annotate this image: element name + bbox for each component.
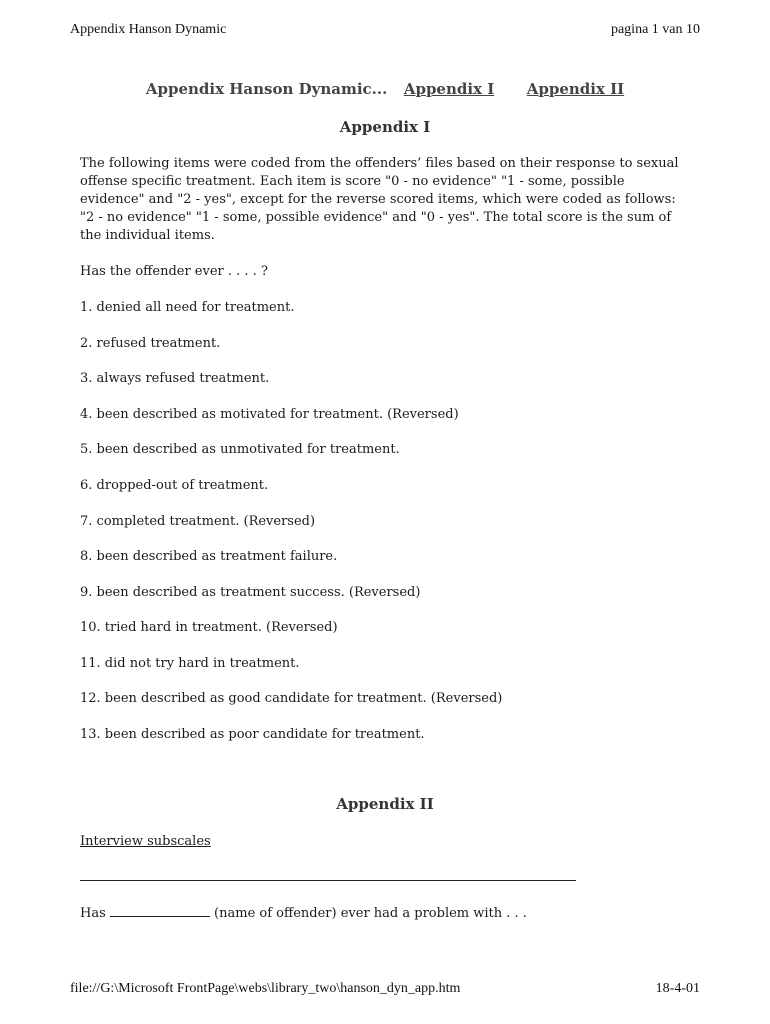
question-suffix: (name of offender) ever had a problem with . . . [214,906,527,921]
page-header-title: Appendix Hanson Dynamic [70,22,227,37]
top-navigation [0,80,770,98]
list-item: 12. been described as good candidate for treatment. (Reversed) [80,691,503,706]
name-blank-line [110,904,210,917]
page-number: pagina 1 van 10 [610,22,700,37]
file-path: file://G:\Microsoft FrontPage\webs\library_two\hanson_dyn_app.htm [70,981,461,996]
appendix-2-question [80,904,527,923]
list-item: 7. completed treatment. (Reversed) [80,514,316,529]
list-item: 6. dropped-out of treatment. [80,478,269,493]
nav-title: Appendix Hanson Dynamic... [145,80,388,98]
list-item: 1. denied all need for treatment. [80,300,295,315]
list-item: 2. refused treatment. [80,336,221,351]
list-item: 9. been described as treatment success. (Reversed) [80,585,421,600]
list-item: 10. tried hard in treatment. (Reversed) [80,620,338,635]
appendix-1-heading: Appendix I [339,118,431,136]
divider [80,880,576,881]
list-item: 11. did not try hard in treatment. [80,656,300,671]
list-item: 4. been described as motivated for treatment. (Reversed) [80,407,459,422]
list-item: 5. been described as unmotivated for treatment. [80,442,400,457]
interview-subscales-heading: Interview subscales [80,834,211,849]
appendix-1-intro: The following items were coded from the offenders’ files based on their response to sexual offense specific treatment. Each item is score "0 - no evidence" "1 - some, possible evidence" and "2 - yes", except for the reverse scored items, which were coded as follows: "2 - no evidence" "1 - some, possible evidence" and "0 - yes". The total score is the sum of the individual items. [80,156,679,243]
question-prefix: Has [80,906,106,921]
list-item: 13. been described as poor candidate for treatment. [80,727,425,742]
nav-link-appendix-2[interactable]: Appendix II [526,80,625,98]
nav-link-appendix-1[interactable]: Appendix I [403,80,495,98]
print-date: 18-4-01 [655,981,700,996]
list-item: 8. been described as treatment failure. [80,549,338,564]
appendix-2-heading: Appendix II [336,795,434,813]
list-item: 3. always refused treatment. [80,371,270,386]
appendix-1-question: Has the offender ever . . . . ? [80,264,268,279]
